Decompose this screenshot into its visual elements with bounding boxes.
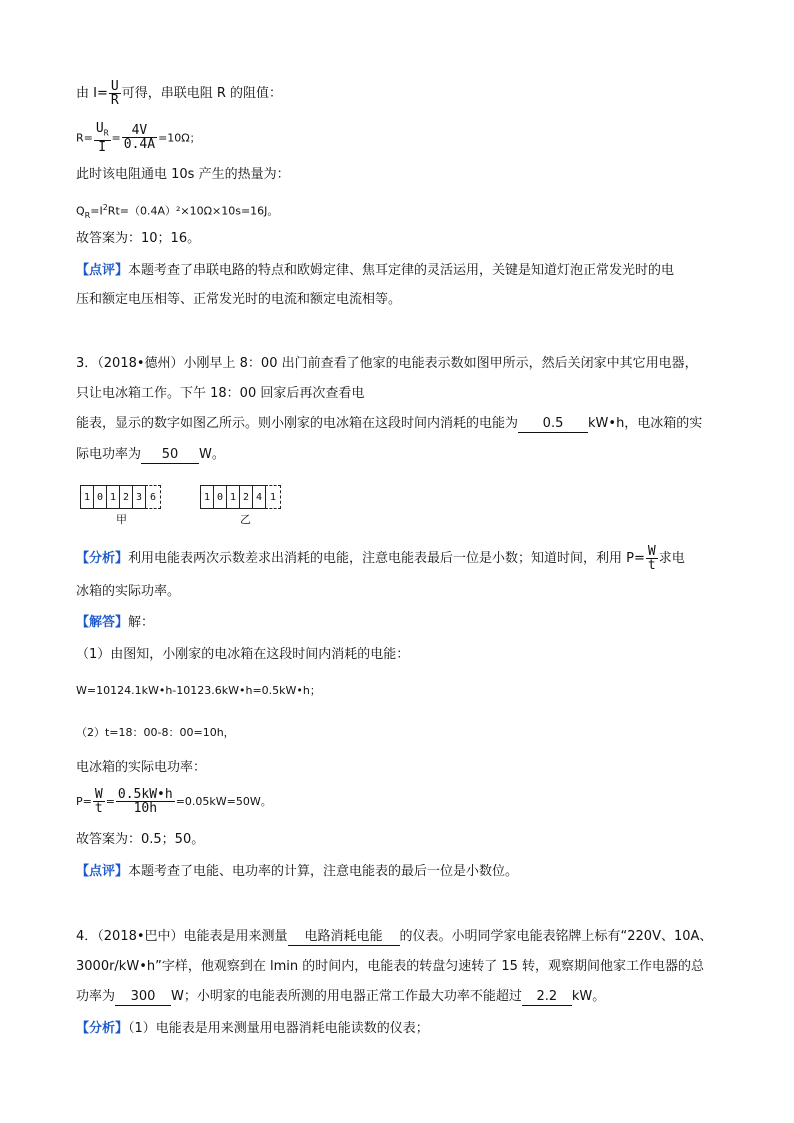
q3-line-2: 只让电冰箱工作。下午 18：00 回家后再次查看电 — [76, 386, 365, 401]
text: 的仪表。小明同学家电能表铭牌上标有“220V、10A、 — [399, 929, 713, 944]
text: W；小明家的电能表所测的用电器正常工作最大功率不能超过 — [171, 989, 522, 1004]
answer-line: 故答案为：10；16。 — [76, 231, 201, 246]
text: =I — [90, 204, 103, 218]
q3-analysis-line-2: 冰箱的实际功率。 — [76, 584, 181, 599]
text: 4．（2018•巴中）电能表是用来测量 — [76, 929, 288, 944]
text: 本题考查了电能、电功率的计算，注意电能表的最后一位是小数位。 — [128, 864, 519, 879]
meter-digit: 2 — [239, 485, 253, 509]
heat-line: 此时该电阻通电 10s 产生的热量为： — [76, 167, 290, 182]
text: R= — [76, 131, 93, 145]
q3-line-4 — [76, 446, 225, 464]
q3-solution-step-1: （1）由图知，小刚家的电冰箱在这段时间内消耗的电能： — [76, 647, 410, 662]
q3-solution-energy: W=10124.1kW•h-10123.6kW•h=0.5kW•h； — [76, 684, 321, 697]
text: 际电功率为 — [76, 447, 142, 462]
fraction-4v-over-04a — [122, 124, 157, 151]
text: 求电 — [658, 551, 685, 566]
superscript: 2 — [102, 203, 108, 212]
q3-analysis-line-1 — [76, 545, 685, 572]
denominator: t — [647, 558, 656, 573]
answer-blank: 2.2 — [522, 988, 572, 1006]
numerator: 4V — [122, 124, 157, 138]
q3-comment — [76, 863, 518, 881]
denominator: R — [110, 93, 119, 108]
answer-blank: 电路消耗电能 — [288, 928, 400, 946]
meter-decimal-digit: 6 — [145, 485, 161, 509]
denominator: 0.4A — [123, 137, 156, 153]
text: P= — [76, 795, 92, 808]
analysis-tag: 【分析】 — [76, 551, 129, 566]
numerator: W — [647, 544, 656, 559]
heat-formula — [76, 199, 278, 225]
text: =10Ω； — [158, 131, 201, 145]
ohm-law-line — [76, 80, 282, 107]
text: 解： — [128, 615, 155, 630]
comment-tag: 【点评】 — [76, 263, 129, 278]
denominator: 10h — [133, 801, 158, 816]
denominator: I — [98, 139, 107, 155]
fraction-ur-over-i — [94, 122, 111, 154]
answer-blank: 300 — [115, 988, 171, 1006]
text: 本题考查了串联电路的特点和欧姆定律、焦耳定律的灵活运用，关键是知道灯泡正常发光时的电 — [128, 263, 675, 278]
q3-solution-power-label: 电冰箱的实际电功率： — [76, 760, 207, 775]
meter-digit: 3 — [132, 485, 146, 509]
meter-label-yi: 乙 — [240, 513, 251, 526]
text: 利用电能表两次示数差求出消耗的电能，注意电能表最后一位是小数；知道时间，利用 P= — [128, 551, 645, 566]
equals: = — [111, 131, 121, 145]
subscript: R — [103, 128, 109, 138]
q3-answer: 故答案为：0.5；50。 — [76, 832, 205, 847]
resistance-formula — [76, 122, 201, 154]
text: 可得，串联电阻 R 的阻值： — [121, 86, 282, 101]
meter-label-jia: 甲 — [116, 513, 127, 526]
text: 功率为 — [76, 989, 116, 1004]
fraction-w-over-t — [646, 545, 658, 572]
numerator: 0.5kW•h — [117, 787, 173, 802]
fraction-u-over-r — [109, 80, 121, 107]
text: kW•h，电冰箱的实 — [588, 416, 703, 431]
meter-digit: 0 — [213, 485, 227, 509]
numerator: U — [110, 79, 119, 94]
meter-digit: 0 — [93, 485, 107, 509]
text: 由 I= — [76, 86, 108, 101]
text: Q — [76, 204, 85, 218]
text: 能表，显示的数字如图乙所示。则小刚家的电冰箱在这段时间内消耗的电能为 — [76, 416, 519, 431]
comment-tag: 【点评】 — [76, 864, 129, 879]
q3-solution-time: （2）t=18：00-8：00=10h， — [76, 726, 235, 739]
meter-digit: 1 — [80, 485, 94, 509]
answer-blank: 0.5 — [518, 415, 588, 433]
q4-line-2: 3000r/kW•h”字样，他观察到在 lmin 的时间内，电能表的转盘匀速转了 15 转，观察期间他家工作电器的总 — [76, 959, 705, 974]
text: kW。 — [571, 989, 606, 1004]
equals: = — [105, 795, 115, 808]
analysis-tag: 【分析】 — [76, 1021, 129, 1036]
meter-digit: 1 — [226, 485, 240, 509]
comment-line-1 — [76, 262, 674, 280]
numerator: U — [95, 121, 104, 136]
fraction-w-over-t — [93, 788, 105, 815]
answer-blank: 50 — [141, 446, 199, 464]
text: W。 — [199, 447, 225, 462]
q3-line-3 — [76, 415, 702, 433]
q4-line-3 — [76, 988, 605, 1006]
meter-display-jia — [81, 485, 161, 509]
fraction-energy-over-time — [116, 788, 175, 815]
text: =0.05kW=50W。 — [175, 795, 272, 808]
q3-power-formula — [76, 788, 272, 815]
meter-digit: 1 — [200, 485, 214, 509]
meter-digit: 2 — [119, 485, 133, 509]
q4-line-1 — [76, 928, 712, 946]
denominator: t — [94, 801, 103, 816]
solution-tag: 【解答】 — [76, 615, 129, 630]
q3-line-1: 3．（2018•德州）小刚早上 8：00 出门前查看了他家的电能表示数如图甲所示，然后关闭家中其它用电器， — [76, 356, 698, 371]
meter-decimal-digit: 1 — [265, 485, 281, 509]
q3-solution-header — [76, 614, 154, 632]
comment-line-2: 压和额定电压相等、正常发光时的电流和额定电流相等。 — [76, 292, 402, 307]
q4-analysis — [76, 1020, 429, 1038]
meter-display-yi — [201, 485, 281, 509]
meter-digit: 1 — [106, 485, 120, 509]
text: Rt=（0.4A）²×10Ω×10s=16J。 — [107, 204, 279, 218]
numerator: W — [94, 787, 103, 802]
meter-digit: 4 — [252, 485, 266, 509]
subscript: R — [84, 210, 91, 220]
text: （1）电能表是用来测量用电器消耗电能读数的仪表； — [128, 1021, 429, 1036]
